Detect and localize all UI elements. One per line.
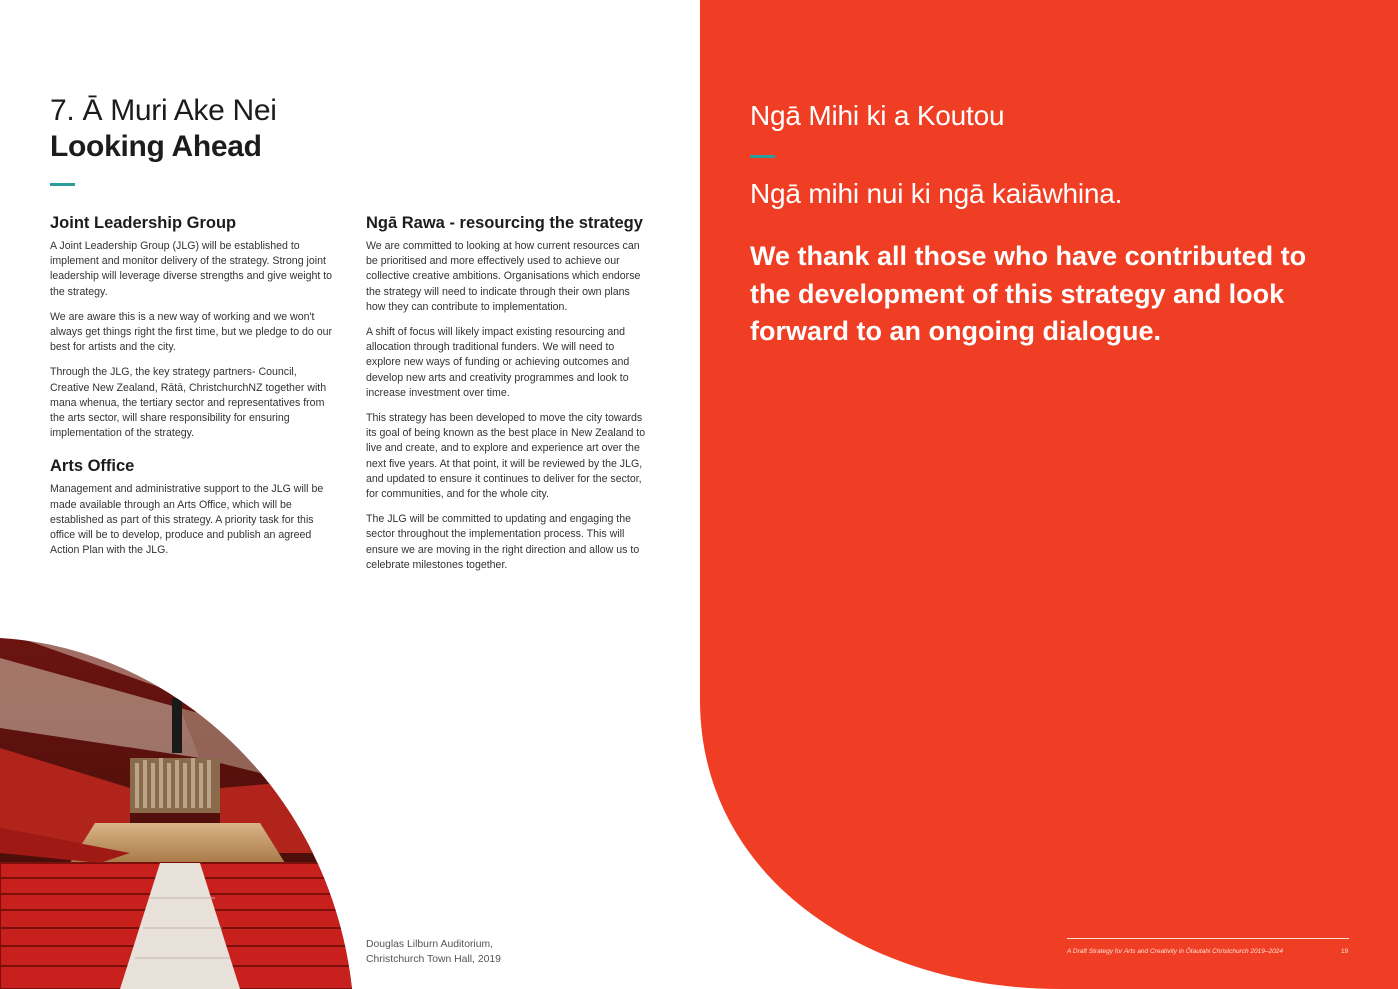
thanks-body: We thank all those who have contributed to the development of this strategy and look forward to an ongoing dialogue. <box>750 241 1307 346</box>
paragraph: Through the JLG, the key strategy partners- Council, Creative New Zealand, Rātā, ChristchurchNZ together with mana whenua, the tertiary sector and representatives from the arts sector, will share responsibility for ensuring implementation of the strategy. <box>50 366 327 440</box>
heading-nga-rawa: Ngā Rawa - resourcing the strategy <box>366 214 643 232</box>
section-title-maori: 7. Ā Muri Ake Nei <box>50 94 277 127</box>
heading-accent-bar <box>750 155 775 158</box>
heading-joint-leadership-group: Joint Leadership Group <box>50 214 237 232</box>
heading-arts-office: Arts Office <box>50 457 135 476</box>
paragraph: A Joint Leadership Group (JLG) will be established to implement and monitor delivery of the strategy. Strong joint leadership will leverage diverse strengths and give weight to the strategy. <box>50 240 333 298</box>
auditorium-illustration <box>0 638 360 989</box>
photo-caption <box>366 937 501 967</box>
footer-document-title: A Draft Strategy for Arts and Creativity in Ōtautahi Christchurch 2019–2024 <box>1067 948 1283 955</box>
paragraph: We are committed to looking at how current resources can be prioritised and more effectively used to achieve our collective creative ambitions. Organisations which endorse the strategy will need to indicate through their own plans how they can contribute to implementation. <box>366 240 641 313</box>
column-right <box>366 214 650 583</box>
auditorium-photo <box>0 638 360 989</box>
paragraph: Management and administrative support to the JLG will be made available through an Arts Office, which will be established as part of this strategy. A priority task for this office will be to develop, produce and publish an agreed Action Plan with the JLG. <box>50 483 324 557</box>
title-accent-bar <box>50 183 75 186</box>
right-page <box>700 0 1398 989</box>
red-panel-shape <box>700 0 1398 989</box>
thanks-subheading-maori: Ngā mihi nui ki ngā kaiāwhina. <box>750 178 1123 209</box>
column-left <box>50 214 336 568</box>
photo-caption-line2: Christchurch Town Hall, 2019 <box>366 954 501 965</box>
section-title-english: Looking Ahead <box>50 130 262 163</box>
paragraph: A shift of focus will likely impact existing resourcing and allocation through traditional funders. We will need to explore new ways of funding or achieving outcomes and develop new arts and creativity programmes and look to increase investment over time. <box>366 326 630 399</box>
paragraph: We are aware this is a new way of working and we won't always get things right the first time, but we pledge to do our best for artists and the city. <box>50 310 333 354</box>
paragraph: This strategy has been developed to move the city towards its goal of being known as the best place in New Zealand to live and create, and to explore and experience art over the next five years. At that point, it will be reviewed by the JLG, and updated to ensure it continues to deliver for the sector, for communities, and for the whole city. <box>366 412 646 501</box>
photo-caption-line1: Douglas Lilburn Auditorium, <box>366 939 494 950</box>
page-number: 19 <box>1341 948 1349 955</box>
footer-divider <box>1067 938 1349 939</box>
thanks-heading-maori: Ngā Mihi ki a Koutou <box>750 100 1005 131</box>
paragraph: The JLG will be committed to updating and engaging the sector throughout the implementation process. This will ensure we are moving in the right direction and allow us to celebrate milestones together. <box>366 513 640 571</box>
